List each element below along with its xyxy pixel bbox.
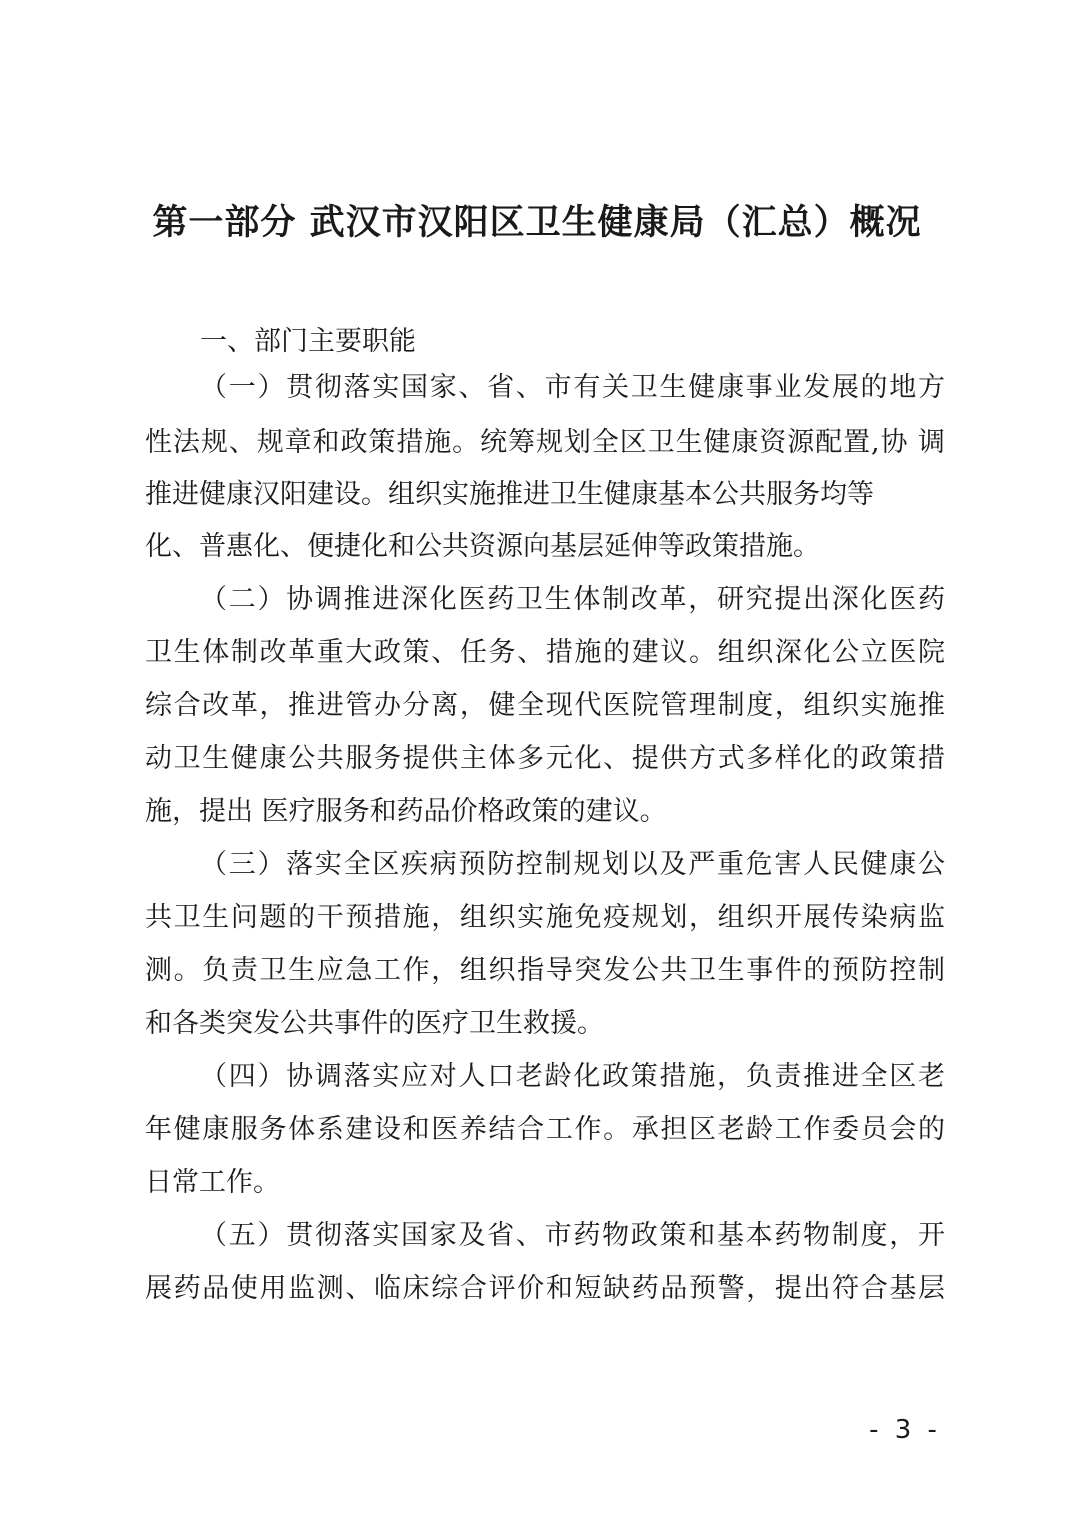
paragraph-1-line-3: 推进健康汉阳建设。组织实施推进卫生健康基本公共服务均等 bbox=[145, 479, 874, 510]
section-heading: 一、部门主要职能 bbox=[200, 326, 416, 357]
paragraph-4-line-3: 日常工作。 bbox=[145, 1167, 280, 1198]
page-number: - 3 - bbox=[869, 1415, 941, 1445]
paragraph-5-line-1: （五）贯彻落实国家及省、市药物政策和基本药物制度，开 bbox=[200, 1220, 945, 1251]
paragraph-3-line-1: （三）落实全区疾病预防控制规划以及严重危害人民健康公 bbox=[200, 849, 945, 880]
page-title: 第一部分 武汉市汉阳区卫生健康局（汇总）概况 bbox=[152, 203, 922, 243]
paragraph-3-line-3: 测。负责卫生应急工作，组织指导突发公共卫生事件的预防控制 bbox=[145, 955, 945, 986]
paragraph-3-line-2: 共卫生问题的干预措施，组织实施免疫规划，组织开展传染病监 bbox=[145, 902, 945, 933]
paragraph-2-line-5: 施，提出 医疗服务和药品价格政策的建议。 bbox=[145, 796, 667, 827]
paragraph-5-line-2: 展药品使用监测、临床综合评价和短缺药品预警，提出符合基层 bbox=[145, 1273, 945, 1304]
paragraph-4-line-1: （四）协调落实应对人口老龄化政策措施，负责推进全区老 bbox=[200, 1061, 945, 1092]
paragraph-4-line-2: 年健康服务体系建设和医养结合工作。承担区老龄工作委员会的 bbox=[145, 1114, 945, 1145]
paragraph-2-line-3: 综合改革，推进管办分离，健全现代医院管理制度，组织实施推 bbox=[145, 690, 945, 721]
paragraph-2-line-2: 卫生体制改革重大政策、任务、措施的建议。组织深化公立医院 bbox=[145, 637, 945, 668]
paragraph-2-line-1: （二）协调推进深化医药卫生体制改革，研究提出深化医药 bbox=[200, 584, 945, 615]
paragraph-1-line-1: （一）贯彻落实国家、省、市有关卫生健康事业发展的地方 bbox=[200, 372, 945, 403]
paragraph-1-line-2: 性法规、规章和政策措施。统筹规划全区卫生健康资源配置,协 调 bbox=[145, 427, 945, 458]
paragraph-1-line-4: 化、普惠化、便捷化和公共资源向基层延伸等政策措施。 bbox=[145, 531, 820, 562]
paragraph-3-line-4: 和各类突发公共事件的医疗卫生救援。 bbox=[145, 1008, 604, 1039]
paragraph-2-line-4: 动卫生健康公共服务提供主体多元化、提供方式多样化的政策措 bbox=[145, 743, 945, 774]
